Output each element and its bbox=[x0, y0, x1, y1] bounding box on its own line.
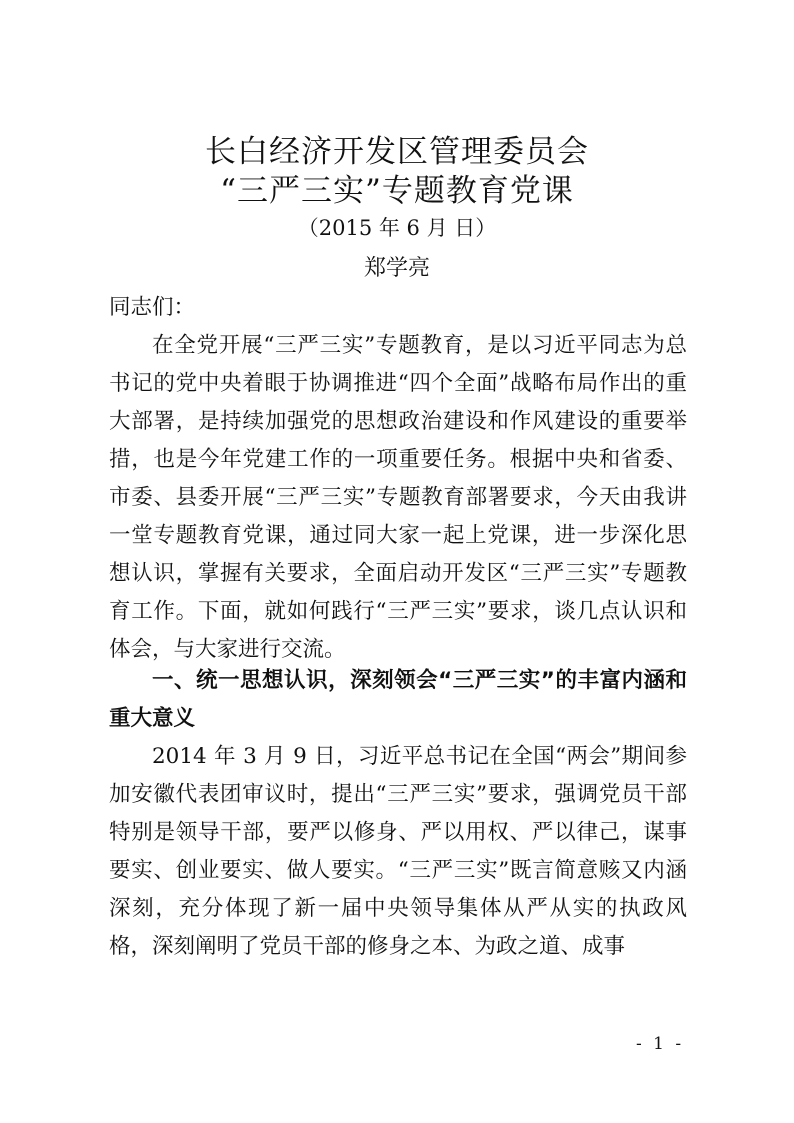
document-author: 郑学亮 bbox=[363, 256, 430, 281]
greeting: 同志们： bbox=[109, 295, 196, 320]
page-number: - 1 - bbox=[636, 1034, 685, 1054]
section-heading-1: 一、统一思想认识，深刻领会“三严三实”的丰富内涵和重大意义 bbox=[109, 668, 687, 731]
document-title-line-1: 长白经济开发区管理委员会 bbox=[205, 134, 589, 170]
body-paragraph-1: 在全党开展“三严三实”专题教育，是以习近平同志为总书记的党中央着眼于协调推进“四个全面”战略布局作出的重大部署，是持续加强党的思想政治建设和作风建设的重要举措，也是今年党建工作的一项重要任务。根据中央和省委、市委、县委开展“三严三实”专题教育部署要求，今天由我讲一堂专题教育党课，通过同大家一起上党课，进一步深化思想认识，掌握有关要求，全面启动开发区“三严三实”专题教育工作。下面，就如何践行“三严三实”要求，谈几点认识和体会，与大家进行交流。 bbox=[109, 333, 687, 662]
document-title-line-2: “三严三实”专题教育党课 bbox=[220, 173, 574, 209]
body-paragraph-2: 2014 年 3 月 9 日，习近平总书记在全国“两会”期间参加安徽代表团审议时，提出“三严三实”要求，强调党员干部特别是领导干部，要严以修身、严以用权、严以律己，谋事要实、创业要实、做人要实。“三严三实”既言简意赅又内涵深刻，充分体现了新一届中央领导集体从严从实的执政风格，深刻阐明了党员干部的修身之本、为政之道、成事 bbox=[109, 744, 687, 959]
document-date: （2015 年 6 月 日） bbox=[297, 216, 497, 240]
